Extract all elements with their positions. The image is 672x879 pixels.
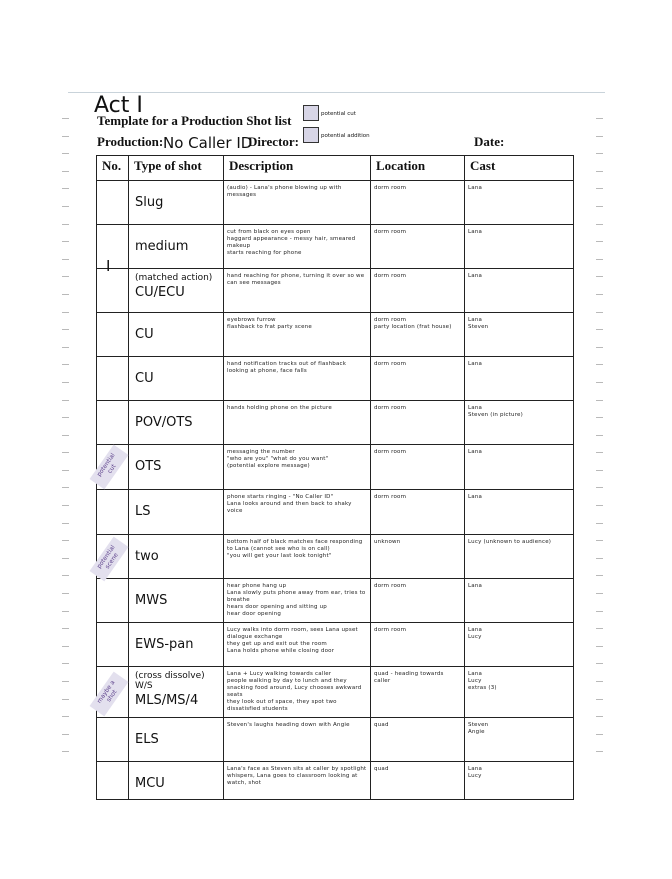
shot-number-cell (97, 225, 129, 269)
shot-number-cell (97, 718, 129, 762)
shot-location-cell (371, 579, 465, 623)
shot-type-cell (129, 445, 224, 490)
shot-type-cell (129, 357, 224, 401)
shot-description-cell (224, 445, 371, 490)
shot-location-line: unknown (374, 539, 401, 545)
col-header-location: Location (371, 156, 465, 181)
shot-type-cell (129, 579, 224, 623)
margin-note-scene: potential scene (90, 537, 129, 582)
shot-location-cell (371, 357, 465, 401)
shot-cast-line: Lana (468, 494, 483, 500)
shot-location-cell (371, 718, 465, 762)
shot-description-line: bottom half of black matches face responding to Lana (cannot see who is on call) (227, 539, 363, 552)
shot-description-line: Lana + Lucy walking towards caller (227, 671, 332, 677)
shot-description-line: Steven's laughs heading down with Angie (227, 722, 350, 728)
shot-type-note: (cross dissolve) W/S (135, 671, 205, 691)
shot-cast-line: Lana (468, 317, 483, 323)
left-margin-marks (62, 110, 72, 761)
shot-location-cell (371, 490, 465, 535)
shot-number-cell (97, 762, 129, 800)
shot-description-line: Lana holds phone while closing door (227, 648, 335, 654)
table-row (97, 667, 574, 718)
shot-description-line: Lana looks around and then back to shaky voice (227, 501, 352, 514)
shot-description-line: looking at phone, face falls (227, 368, 307, 374)
shot-description-line: Lana slowly puts phone away from ear, tries to breathe (227, 590, 366, 603)
shot-number-cell (97, 313, 129, 357)
shot-cast-cell (465, 401, 574, 445)
shot-description-line: hears door opening and sitting up (227, 604, 327, 610)
shot-description-line: hand reaching for phone, turning it over so we can see messages (227, 273, 365, 286)
shot-location-line: dorm room (374, 405, 407, 411)
shot-cast-cell (465, 269, 574, 313)
shot-number-cell (97, 579, 129, 623)
shot-cast-line: Lana (468, 229, 483, 235)
shot-description-line: "who are you" "what do you want" (227, 456, 329, 462)
shot-description-cell (224, 535, 371, 579)
shot-description-line: Lucy walks into dorm room, sees Lana upset (227, 627, 358, 633)
shot-description-cell (224, 313, 371, 357)
shot-description-cell (224, 401, 371, 445)
table-row (97, 762, 574, 800)
shot-type: CU/ECU (135, 285, 185, 300)
table-row (97, 535, 574, 579)
shot-type-cell (129, 313, 224, 357)
shot-description-line: flashback to frat party scene (227, 324, 312, 330)
shot-description-cell (224, 667, 371, 718)
shot-description-line: hear door opening (227, 611, 282, 617)
shot-type-cell (129, 535, 224, 579)
shot-cast-line: Lana (468, 185, 483, 191)
table-row (97, 357, 574, 401)
shot-type-cell (129, 718, 224, 762)
shot-list-table (96, 155, 574, 800)
shot-cast-line: Lucy (468, 773, 482, 779)
shot-location-cell (371, 225, 465, 269)
shot-description-line: starts reaching for phone (227, 250, 302, 256)
shot-location-line: quad - heading towards caller (374, 671, 444, 684)
shot-cast-line: Lucy (unknown to audience) (468, 539, 552, 545)
shot-location-cell (371, 535, 465, 579)
shot-cast-cell (465, 667, 574, 718)
shot-type: Slug (135, 195, 164, 210)
col-header-type: Type of shot (129, 156, 224, 181)
shot-cast-line: extras (3) (468, 685, 497, 691)
shot-description-line: (potential explore message) (227, 463, 310, 469)
shot-location-cell (371, 667, 465, 718)
production-value: No Caller ID (163, 134, 253, 152)
header-rule (68, 92, 605, 93)
shot-location-cell (371, 445, 465, 490)
table-row (97, 181, 574, 225)
shot-type-cell (129, 225, 224, 269)
shot-cast-line: Lucy (468, 634, 482, 640)
shot-cast-cell (465, 490, 574, 535)
shot-location-cell (371, 762, 465, 800)
shot-type: CU (135, 327, 154, 342)
shot-location-line: dorm room (374, 361, 407, 367)
shot-type: medium (135, 239, 189, 254)
template-title: Template for a Production Shot list (97, 113, 292, 128)
shot-cast-line: Steven (468, 324, 489, 330)
shot-number-cell (97, 401, 129, 445)
shot-description-line: hands holding phone on the picture (227, 405, 332, 411)
legend-swatch-addition (303, 127, 319, 143)
shot-type: ELS (135, 732, 159, 747)
shot-description-cell (224, 579, 371, 623)
shot-description-line: dialogue exchange (227, 634, 283, 640)
shot-location-line: dorm room (374, 273, 407, 279)
shot-description-line: hear phone hang up (227, 583, 287, 589)
shot-number-cell (97, 490, 129, 535)
shot-cast-line: Lucy (468, 678, 482, 684)
margin-note-shot: maybe a shot (90, 672, 129, 717)
shot-type-note: (matched action) (135, 273, 213, 283)
shot-cast-cell (465, 313, 574, 357)
margin-note-cut: potential cut (90, 445, 129, 490)
col-header-no: No. (97, 156, 129, 181)
shot-type-cell (129, 401, 224, 445)
col-header-description: Description (224, 156, 371, 181)
shot-description-line: they look out of space, they spot two dissatisfied students (227, 699, 337, 712)
shot-description-cell (224, 181, 371, 225)
table-row (97, 401, 574, 445)
shot-description-cell (224, 269, 371, 313)
shot-type-cell (129, 623, 224, 667)
table-row (97, 445, 574, 490)
shot-cast-cell (465, 579, 574, 623)
table-row (97, 269, 574, 313)
shot-description-line: haggard appearance - messy hair, smeared makeup (227, 236, 356, 249)
shot-location-line: dorm room (374, 185, 407, 191)
shot-type-cell (129, 269, 224, 313)
shot-location-cell (371, 401, 465, 445)
table-header-row (97, 156, 574, 181)
shot-type: LS (135, 504, 151, 519)
shot-location-line: dorm room (374, 627, 407, 633)
shot-description-cell (224, 357, 371, 401)
date-label: Date: (474, 134, 505, 149)
table-row (97, 718, 574, 762)
shot-description-cell (224, 490, 371, 535)
shot-description-line: they get up and exit out the room (227, 641, 327, 647)
act-title: Act I (94, 93, 143, 118)
shot-cast-line: Lana (468, 627, 483, 633)
shot-type-cell (129, 667, 224, 718)
shot-location-cell (371, 181, 465, 225)
shot-cast-cell (465, 357, 574, 401)
shot-location-cell (371, 269, 465, 313)
shot-cast-cell (465, 762, 574, 800)
shot-type: MLS/MS/4 (135, 693, 199, 708)
director-label: Director: (248, 134, 300, 149)
act-marker: I (106, 257, 111, 275)
shot-description-line: people walking by day to lunch and they snacking food around, Lucy chooses awkward seats (227, 678, 362, 698)
table-row (97, 579, 574, 623)
shot-location-line: party location (frat house) (374, 324, 452, 330)
shot-cast-line: Lana (468, 583, 483, 589)
shot-cast-cell (465, 181, 574, 225)
shot-location-line: dorm room (374, 494, 407, 500)
shot-cast-cell (465, 445, 574, 490)
shot-description-cell (224, 762, 371, 800)
shot-location-line: dorm room (374, 229, 407, 235)
shot-type: CU (135, 371, 154, 386)
shot-cast-line: Lana (468, 449, 483, 455)
shot-cast-line: Lana (468, 671, 483, 677)
legend-label-cut: potential cut (321, 111, 356, 117)
shot-number-cell (97, 269, 129, 313)
shot-cast-cell (465, 225, 574, 269)
shot-description-line: messaging the number (227, 449, 295, 455)
shot-type-cell (129, 490, 224, 535)
shot-number-cell (97, 623, 129, 667)
shot-description-line: eyebrows furrow (227, 317, 276, 323)
table-row (97, 490, 574, 535)
shot-type: EWS-pan (135, 637, 194, 652)
shot-cast-line: Lana (468, 405, 483, 411)
shot-type: POV/OTS (135, 415, 193, 430)
shot-type: OTS (135, 459, 162, 474)
shot-number-cell (97, 357, 129, 401)
shot-location-cell (371, 313, 465, 357)
shot-cast-cell (465, 718, 574, 762)
right-margin-marks (596, 110, 606, 761)
shot-cast-line: Steven (in picture) (468, 412, 523, 418)
shot-cast-cell (465, 623, 574, 667)
shot-description-cell (224, 225, 371, 269)
shot-cast-cell (465, 535, 574, 579)
shot-location-line: quad (374, 722, 389, 728)
legend-swatch-cut (303, 105, 319, 121)
table-row (97, 623, 574, 667)
shot-type: MWS (135, 593, 168, 608)
shot-cast-line: Steven (468, 722, 489, 728)
shot-cast-line: Lana (468, 766, 483, 772)
shot-description-line: phone starts ringing - "No Caller ID" (227, 494, 334, 500)
table-row (97, 313, 574, 357)
shot-location-line: dorm room (374, 583, 407, 589)
shot-description-line: (audio) - Lana's phone blowing up with messages (227, 185, 342, 198)
shot-description-line: whispers, Lana goes to classroom looking at watch, shot (227, 773, 358, 786)
shot-location-line: quad (374, 766, 389, 772)
shot-number-cell (97, 181, 129, 225)
shot-cast-line: Lana (468, 273, 483, 279)
shot-type-cell (129, 762, 224, 800)
shot-cast-line: Angie (468, 729, 485, 735)
production-label: Production: (97, 134, 164, 149)
shot-description-cell (224, 623, 371, 667)
shot-type-cell (129, 181, 224, 225)
shot-location-line: dorm room (374, 449, 407, 455)
shot-type: two (135, 549, 159, 564)
table-row (97, 225, 574, 269)
legend-label-addition: potential addition (321, 133, 370, 139)
shot-location-line: dorm room (374, 317, 407, 323)
shot-description-line: hand notification tracks out of flashback (227, 361, 347, 367)
col-header-cast: Cast (465, 156, 574, 181)
shot-location-cell (371, 623, 465, 667)
shot-type: MCU (135, 776, 165, 791)
shot-cast-line: Lana (468, 361, 483, 367)
shot-description-line: cut from black on eyes open (227, 229, 311, 235)
shot-description-line: Lana's face as Steven sits at caller by spotlight (227, 766, 367, 772)
shot-description-cell (224, 718, 371, 762)
shot-description-line: "you will get your last look tonight" (227, 553, 332, 559)
